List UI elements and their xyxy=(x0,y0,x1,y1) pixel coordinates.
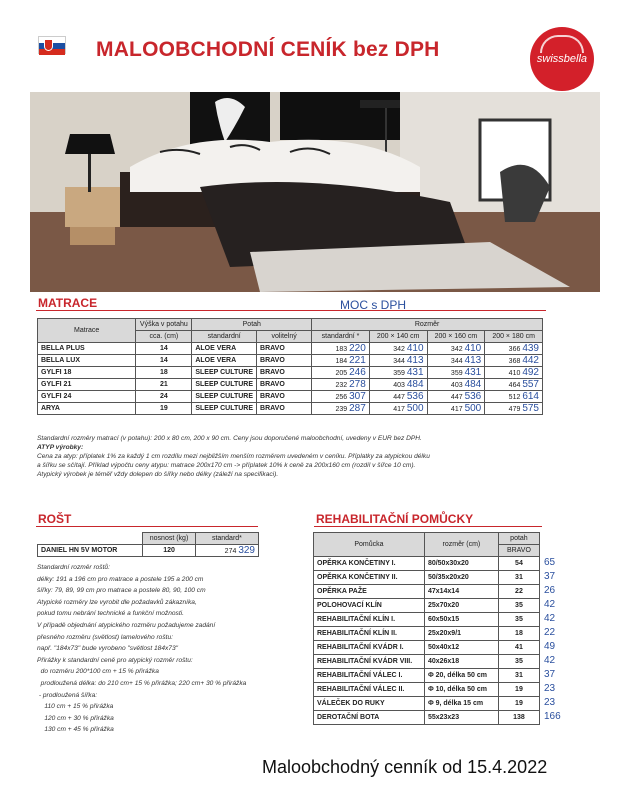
cell-name: GYLFI 21 xyxy=(38,379,136,391)
price-base: 417 xyxy=(450,406,463,413)
price-moc: 492 xyxy=(522,367,539,378)
cell-rozmer: Φ 9, délka 15 cm xyxy=(424,697,498,711)
th-standardni-star: standardní * xyxy=(312,331,370,343)
price-base: 342 xyxy=(393,346,405,353)
slovak-flag-icon xyxy=(38,36,66,54)
cell-vol: BRAVO xyxy=(257,343,312,355)
th-vyska-1: Výška v potahu xyxy=(136,319,192,331)
cell-std: ALOE VERA xyxy=(192,343,257,355)
th-standard: standard* xyxy=(195,533,258,545)
price-moc: 442 xyxy=(522,355,539,366)
table-row xyxy=(38,367,543,379)
cell-price-p1 xyxy=(312,403,370,415)
cell-rozmer: 50/35x20x20 xyxy=(424,571,498,585)
th-vyska-2: cca. (cm) xyxy=(136,331,192,343)
note-line: Standardní rozměry matrací (v potahu): 200 x 80 cm, 200 x 90 cm. Ceny jsou doporučené maloobchodní, uvedeny v EUR bez DPH. xyxy=(37,435,422,442)
price-base: 184 xyxy=(335,358,348,365)
price-base: 342 xyxy=(450,346,463,353)
price-moc: 410 xyxy=(464,343,482,354)
cell-name: GYLFI 24 xyxy=(38,391,136,403)
rehab-moc-price: 37 xyxy=(544,571,556,582)
table-row xyxy=(38,545,259,557)
table-row xyxy=(314,655,540,669)
rost-note-line: V případě objednání atypického rozměru požadujeme zadání xyxy=(37,621,216,629)
price-moc: 500 xyxy=(406,403,424,414)
table-row xyxy=(314,683,540,697)
cell-price-p2 xyxy=(369,355,427,367)
cell-rozmer: 40x26x18 xyxy=(424,655,498,669)
cell-price-p1 xyxy=(312,355,370,367)
price-moc: 431 xyxy=(406,367,424,378)
th-matrace: Matrace xyxy=(38,319,136,343)
cell-name: GYLFI 18 xyxy=(38,367,136,379)
price-moc: 413 xyxy=(464,355,482,366)
price-moc: 246 xyxy=(349,367,366,378)
cell-price-p1 xyxy=(312,343,370,355)
th-volitelny: volitelný xyxy=(257,331,312,343)
price-moc: 439 xyxy=(522,343,539,354)
table-row xyxy=(314,585,540,599)
price-base: 479 xyxy=(508,406,521,413)
price-base: 359 xyxy=(450,370,463,377)
rost-notes xyxy=(37,562,287,736)
section-divider xyxy=(36,310,546,311)
table-row xyxy=(314,627,540,641)
cell-price-p2 xyxy=(369,403,427,415)
rehab-moc-price: 42 xyxy=(544,599,556,610)
price-moc: 536 xyxy=(406,391,424,402)
cell-price: 18 xyxy=(498,627,539,641)
cell-rozmer: 80/50x30x20 xyxy=(424,557,498,571)
cell-name: REHABILITAČNÍ KVÁDR I. xyxy=(314,641,425,655)
cell-vyska: 21 xyxy=(136,379,192,391)
table-row xyxy=(314,697,540,711)
cell-price-p2 xyxy=(369,343,427,355)
section-title-rost: ROŠT xyxy=(38,512,72,526)
matrace-table xyxy=(37,318,543,415)
th-nosnost: nosnost (kg) xyxy=(143,533,196,545)
table-row xyxy=(314,613,540,627)
cell-vol: BRAVO xyxy=(257,379,312,391)
price-moc: 575 xyxy=(522,403,539,414)
cell-vol: BRAVO xyxy=(257,403,312,415)
cell-price: 22 xyxy=(498,585,539,599)
rehab-table xyxy=(313,532,540,725)
cell-name: OPĚRKA KONČETINY II. xyxy=(314,571,425,585)
cell-rozmer: 55x23x23 xyxy=(424,711,498,725)
price-base: 344 xyxy=(450,358,463,365)
cell-price-p4 xyxy=(485,391,543,403)
cell-vyska: 14 xyxy=(136,355,192,367)
cell-name: REHABILITAČNÍ KVÁDR VIII. xyxy=(314,655,425,669)
price-base: 447 xyxy=(393,394,405,401)
note-line: Atypický výrobek je téměř vždy dolepen do šířky nebo délky (záleží na specifikaci). xyxy=(37,471,279,478)
rehab-moc-price: 26 xyxy=(544,585,556,596)
section-divider xyxy=(314,526,542,527)
rost-note-line: délky: 191 a 196 cm pro matrace a postele 195 a 200 cm xyxy=(37,575,204,583)
cell-price-p3 xyxy=(427,391,485,403)
price-base: 417 xyxy=(393,406,405,413)
rost-note-line: Standardní rozměr roštů: xyxy=(37,564,110,571)
cell-price: 35 xyxy=(498,613,539,627)
price-base: 232 xyxy=(335,382,348,389)
cell-vol: BRAVO xyxy=(257,367,312,379)
th-standardni: standardní xyxy=(192,331,257,343)
cell-name: REHABILITAČNÍ KLÍN II. xyxy=(314,627,425,641)
th-pomucka: Pomůcka xyxy=(314,533,425,557)
cell-price: 19 xyxy=(498,697,539,711)
cell-name: DEROTAČNÍ BOTA xyxy=(314,711,425,725)
th-rozmer: Rozměr xyxy=(312,319,543,331)
cell-rozmer: 25x20x9/1 xyxy=(424,627,498,641)
cell-rozmer: 50x40x12 xyxy=(424,641,498,655)
rost-note-line: Atypické rozměry lze vyrobit dle požadavků zákazníka, xyxy=(37,598,197,606)
cell-price-p3 xyxy=(427,379,485,391)
th-bravo: BRAVO xyxy=(498,545,539,557)
cell-name: ARYA xyxy=(38,403,136,415)
price-base: 183 xyxy=(335,346,348,353)
cell-price-p3 xyxy=(427,403,485,415)
cell-rozmer: Φ 20, délka 50 cm xyxy=(424,669,498,683)
rost-note-line: pokud tomu nebrání technické a funkční možnosti. xyxy=(37,610,184,618)
cell-vyska: 14 xyxy=(136,343,192,355)
cell-vyska: 19 xyxy=(136,403,192,415)
price-moc: 413 xyxy=(406,355,424,366)
table-row xyxy=(314,711,540,725)
table-row xyxy=(314,599,540,613)
rost-table xyxy=(37,532,259,557)
cell-price-p1 xyxy=(312,391,370,403)
cell-name: BELLA PLUS xyxy=(38,343,136,355)
cell-name: OPĚRKA KONČETINY I. xyxy=(314,557,425,571)
cell-price: 19 xyxy=(498,683,539,697)
cell-price: 35 xyxy=(498,599,539,613)
rost-note-line: 120 cm + 30 % přirážka xyxy=(37,714,114,722)
cell-price-p4 xyxy=(485,403,543,415)
note-line: Cena za atyp: příplatek 1% za každý 1 cm rozdílu mezi nejbližším menším rozměrem uvedeném v ceníku. Příplatky za atypickou délku xyxy=(37,453,430,460)
cell-rozmer: 25x70x20 xyxy=(424,599,498,613)
bedroom-illustration xyxy=(30,92,600,292)
cell-price-p2 xyxy=(369,379,427,391)
price-base: 447 xyxy=(450,394,463,401)
table-row xyxy=(314,571,540,585)
cell-price-p4 xyxy=(485,355,543,367)
rost-note-line: Přirážky k standardní ceně pro atypický rozměr roštu: xyxy=(37,656,193,664)
price-base: 344 xyxy=(393,358,405,365)
cell-price: 31 xyxy=(498,571,539,585)
cell-vyska: 24 xyxy=(136,391,192,403)
price-base: 359 xyxy=(393,370,405,377)
section-title-rehabilitacni: REHABILITAČNÍ POMŮCKY xyxy=(316,512,474,526)
rehab-moc-price: 49 xyxy=(544,641,556,652)
cell-price-p2 xyxy=(369,367,427,379)
price-moc: 287 xyxy=(349,403,366,414)
cell-price: 54 xyxy=(498,557,539,571)
price-moc: 278 xyxy=(349,379,366,390)
cell-price: 35 xyxy=(498,655,539,669)
cell-price-p1 xyxy=(312,367,370,379)
th-r180: 200 × 180 cm xyxy=(485,331,543,343)
table-row xyxy=(38,355,543,367)
price-base: 366 xyxy=(508,346,521,353)
cell-price-p3 xyxy=(427,343,485,355)
section-title-matrace: MATRACE xyxy=(38,296,98,310)
table-row xyxy=(314,641,540,655)
table-row xyxy=(38,343,543,355)
cell-rozmer: 60x50x15 xyxy=(424,613,498,627)
cell-price-p3 xyxy=(427,355,485,367)
cell-rozmer: 47x14x14 xyxy=(424,585,498,599)
price-moc: 484 xyxy=(464,379,482,390)
rost-note-line: prodloužená délka: do 210 cm+ 15 % přirážka; 220 cm+ 30 % přirážka xyxy=(37,679,247,687)
rehab-moc-price: 23 xyxy=(544,683,556,694)
price-moc: 307 xyxy=(349,391,366,402)
cell-price: 41 xyxy=(498,641,539,655)
rost-note-line: 110 cm + 15 % přirážka xyxy=(37,703,114,711)
moc-label: MOC s DPH xyxy=(340,298,406,312)
rost-nosnost: 120 xyxy=(143,545,196,557)
cell-price-p1 xyxy=(312,379,370,391)
footer-date-text: Maloobchodný cenník od 15.4.2022 xyxy=(262,757,548,777)
cell-std: SLEEP CULTURE xyxy=(192,391,257,403)
cell-vol: BRAVO xyxy=(257,355,312,367)
cell-name: BELLA LUX xyxy=(38,355,136,367)
th-r160: 200 × 160 cm xyxy=(427,331,485,343)
cell-name: POLOHOVACÍ KLÍN xyxy=(314,599,425,613)
th-potah: potah xyxy=(498,533,539,545)
price-moc: 614 xyxy=(522,391,539,402)
rost-note-line: např. "184x73" bude vyrobeno "světlost 184x73" xyxy=(37,645,178,653)
bedroom-photo xyxy=(30,92,600,292)
price-base: 403 xyxy=(450,382,463,389)
cell-price-p4 xyxy=(485,343,543,355)
rehab-moc-price: 23 xyxy=(544,697,556,708)
section-divider xyxy=(36,526,258,527)
rost-note-line: - prodloužená šířka: xyxy=(37,691,98,699)
price-base: 256 xyxy=(335,394,348,401)
cell-rozmer: Φ 10, délka 50 cm xyxy=(424,683,498,697)
cell-std: SLEEP CULTURE xyxy=(192,403,257,415)
note-line-atyp: ATYP výrobky: xyxy=(37,444,84,451)
cell-name: REHABILITAČNÍ VÁLEC I. xyxy=(314,669,425,683)
matrace-notes xyxy=(37,434,537,479)
table-row xyxy=(314,557,540,571)
th-potah: Potah xyxy=(192,319,312,331)
price-base: 239 xyxy=(335,406,348,413)
rost-name: DANIEL HN 5V MOTOR xyxy=(38,545,143,557)
price-base: 410 xyxy=(508,370,521,377)
rost-price: 274 329 xyxy=(195,545,258,557)
price-moc: 410 xyxy=(406,343,424,354)
cell-vol: BRAVO xyxy=(257,391,312,403)
rehab-moc-price: 65 xyxy=(544,557,556,568)
rost-note-line: do rozměru 200*100 cm + 15 % přirážka xyxy=(37,668,159,676)
th-r140: 200 × 140 cm xyxy=(369,331,427,343)
price-moc: 484 xyxy=(406,379,424,390)
cell-name: REHABILITAČNÍ KLÍN I. xyxy=(314,613,425,627)
cell-price-p2 xyxy=(369,391,427,403)
rehab-moc-price: 166 xyxy=(544,711,561,722)
table-row xyxy=(314,669,540,683)
price-moc: 557 xyxy=(522,379,539,390)
page-title: MALOOBCHODNÍ CENÍK bez DPH xyxy=(96,38,440,61)
price-base: 464 xyxy=(508,382,521,389)
rost-note-line: přesného rozměru (světlost) lamelového roštu: xyxy=(37,633,173,641)
price-base: 205 xyxy=(335,370,348,377)
price-base: 368 xyxy=(508,358,521,365)
cell-std: SLEEP CULTURE xyxy=(192,379,257,391)
rost-note-line: šířky: 79, 89, 99 cm pro matrace a postele 80, 90, 100 cm xyxy=(37,587,206,595)
th-rozmer: rozměr (cm) xyxy=(424,533,498,557)
table-row xyxy=(38,379,543,391)
cell-std: SLEEP CULTURE xyxy=(192,367,257,379)
cell-name: REHABILITAČNÍ VÁLEC II. xyxy=(314,683,425,697)
price-moc: 431 xyxy=(464,367,482,378)
price-moc: 500 xyxy=(464,403,482,414)
table-row xyxy=(38,403,543,415)
cell-price: 138 xyxy=(498,711,539,725)
price-moc: 220 xyxy=(349,343,366,354)
rehab-moc-price: 22 xyxy=(544,627,556,638)
cell-name: OPĚRKA PAŽE xyxy=(314,585,425,599)
price-base: 512 xyxy=(508,394,521,401)
rehab-moc-price: 37 xyxy=(544,669,556,680)
cell-price: 31 xyxy=(498,669,539,683)
brand-logo xyxy=(530,27,594,91)
cell-price-p4 xyxy=(485,379,543,391)
cell-vyska: 18 xyxy=(136,367,192,379)
cell-name: VÁLEČEK DO RUKY xyxy=(314,697,425,711)
price-moc: 536 xyxy=(464,391,482,402)
price-base: 403 xyxy=(393,382,405,389)
price-moc: 221 xyxy=(349,355,366,366)
cell-price-p3 xyxy=(427,367,485,379)
table-row xyxy=(38,391,543,403)
rehab-moc-price: 42 xyxy=(544,613,556,624)
rost-note-line: 130 cm + 45 % přirážka xyxy=(37,726,114,734)
cell-std: ALOE VERA xyxy=(192,355,257,367)
cell-price-p4 xyxy=(485,367,543,379)
note-line: a šířku se sčítají. Příklad výpočtu ceny atypu: matrace 200x170 cm -> příplatek 10% k ceně za 200x160 cm (rozdíl v šířce 10 cm). xyxy=(37,462,416,469)
brand-logo-text: swissbella xyxy=(536,53,588,65)
rehab-moc-price: 42 xyxy=(544,655,556,666)
